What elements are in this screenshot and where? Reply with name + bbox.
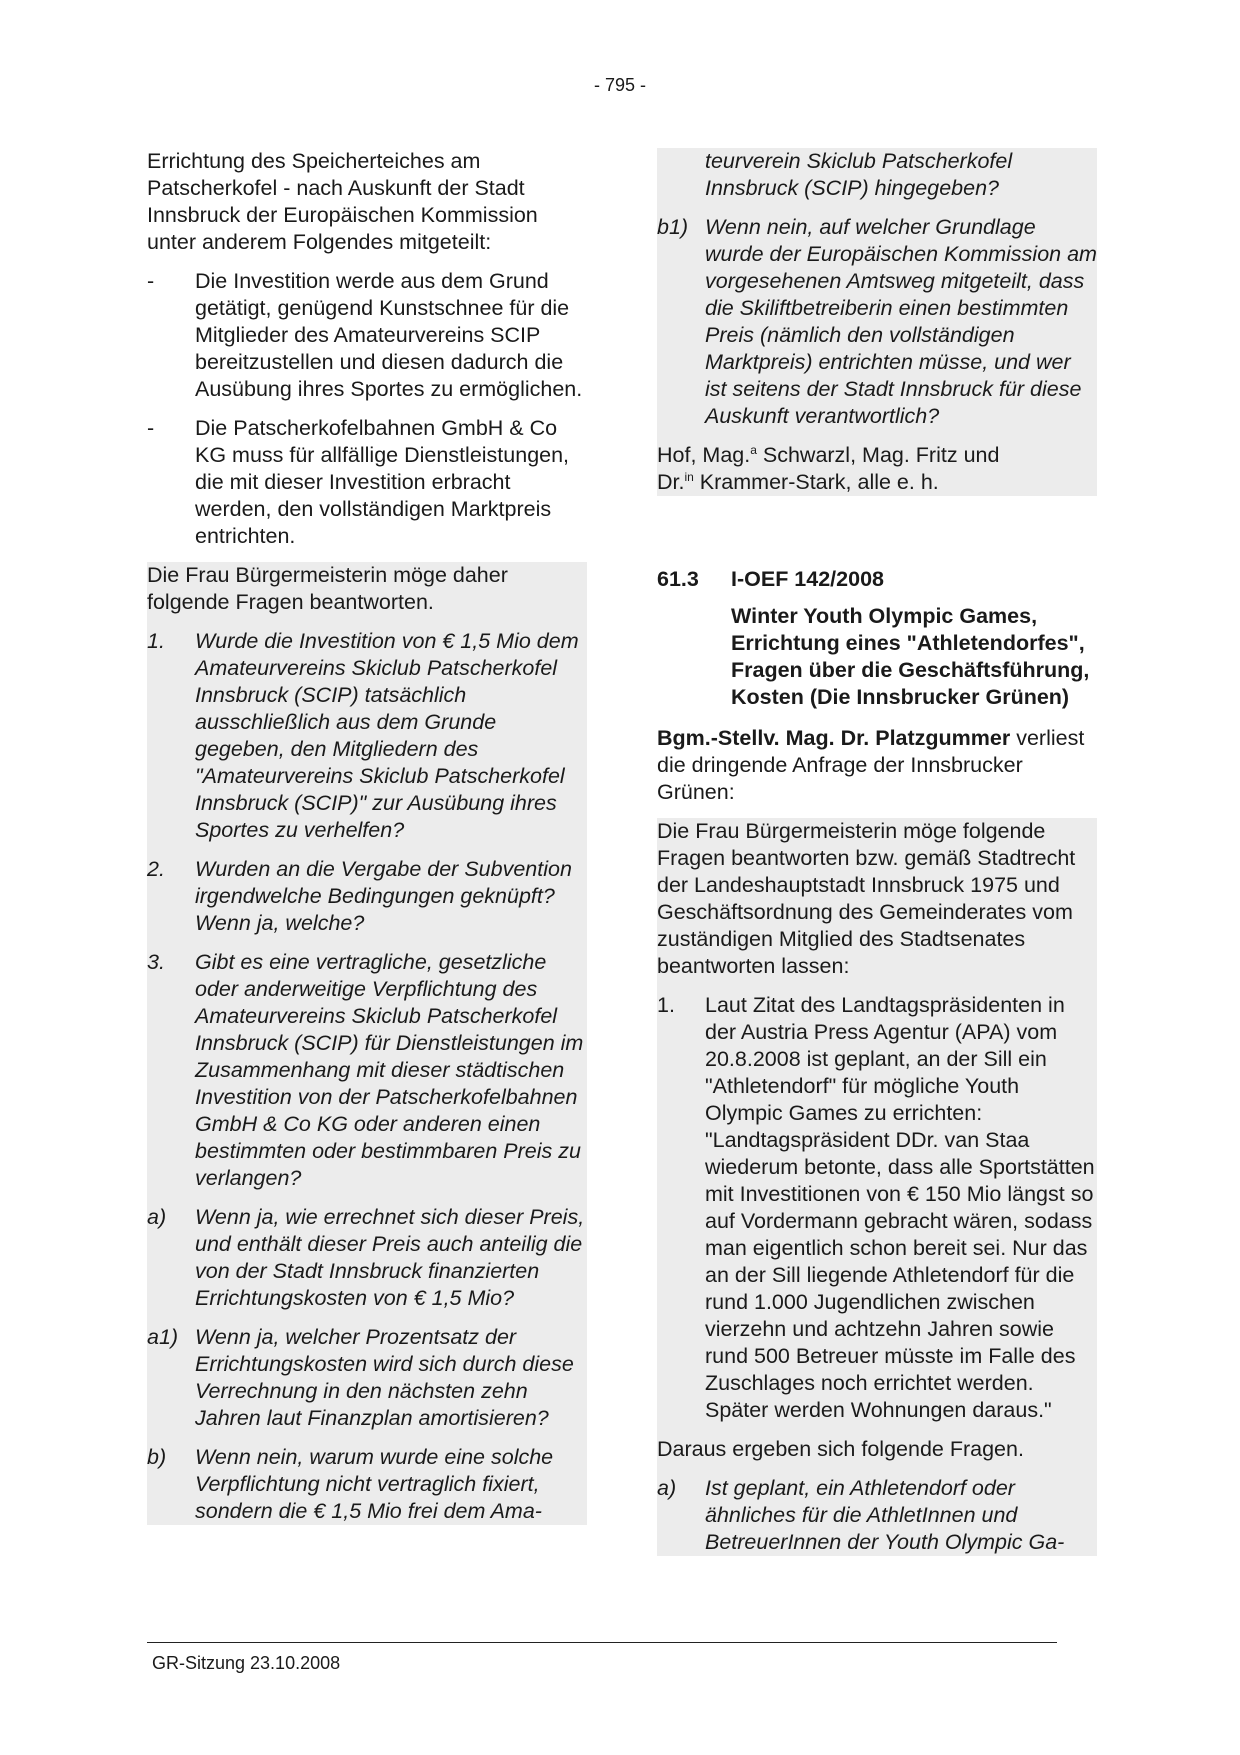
question-item	[147, 1204, 587, 1312]
section-code: I-OEF 142/2008	[731, 567, 884, 591]
question-text: Laut Zitat des Landtagspräsidenten in der Austria Press Agentur (APA) vom 20.8.2008 ist geplant, an der Sill ein "Athletendorf" für mögliche Youth Olympic Games zu errichten: "Landtagspräsident DDr. van Staa wiederum betonte, dass alle Sportstätten mit Investitionen von € 150 Mio längst so auf Vordermann gebracht wären, sodass man eigentlich schon bereit sei. Nur das an der Sill liegende Athletendorf für die rund 1.000 Jugendlichen zwischen vierzehn und achtzehn Jahren sowie rund 500 Betreuer müsste im Falle des Zuschlages noch errichtet werden. Später werden Wohnungen daraus."	[705, 993, 1095, 1422]
section-title: Winter Youth Olympic Games, Errichtung eines "Athletendorfes", Fragen über die Geschäftsführung, Kosten (Die Innsbrucker Grünen)	[731, 604, 1090, 709]
question-text: teurverein Skiclub Patscherkofel Innsbruck (SCIP) hingegeben?	[705, 149, 1013, 200]
question-item	[147, 628, 587, 844]
question-item	[657, 992, 1097, 1424]
question-item	[147, 949, 587, 1192]
list-item	[147, 415, 587, 550]
question-number: 3.	[147, 950, 165, 974]
section-number: 61.3	[657, 567, 699, 591]
question-intro: Die Frau Bürgermeisterin möge folgende Fragen beantworten bzw. gemäß Stadtrecht der Landeshauptstadt Innsbruck 1975 und Geschäftsordnung des Gemeinderates vom zuständigen Mitglied des Stadtsenates beantworten lassen:	[657, 819, 1076, 978]
question-text: Ist geplant, ein Athletendorf oder ähnliches für die AthletInnen und BetreuerInnen der Youth Olympic Ga-	[705, 1476, 1065, 1554]
question-number: a1)	[147, 1325, 179, 1349]
bullet-text: Die Patscherkofelbahnen GmbH & Co KG muss für allfällige Dienstleistungen, die mit dieser Investition erbracht werden, den vollständigen Marktpreis entrichten.	[195, 416, 570, 548]
question-number: 1.	[657, 993, 675, 1017]
speaker-name: Bgm.-Stellv. Mag. Dr. Platzgummer	[657, 726, 1011, 750]
question-item	[147, 1324, 587, 1432]
question-text: Wurden an die Vergabe der Subvention irgendwelche Bedingungen geknüpft? Wenn ja, welche?	[195, 857, 572, 935]
question-item	[657, 148, 1097, 202]
follow-text: Daraus ergeben sich folgende Fragen.	[657, 1437, 1024, 1461]
question-item	[657, 1475, 1097, 1556]
question-item	[147, 1444, 587, 1525]
question-block-continued	[657, 148, 1097, 496]
bullet-mark: -	[147, 269, 155, 293]
question-item	[147, 856, 587, 937]
question-text: Wurde die Investition von € 1,5 Mio dem Amateurvereins Skiclub Patscherkofel Innsbruck (SCIP) tatsächlich ausschließlich aus dem Grunde gegeben, den Mitgliedern des "Amateurvereins Skiclub Patscherkofel Innsbruck (SCIP)" zur Ausübung ihres Sportes zu verhelfen?	[195, 629, 579, 842]
question-number: b1)	[657, 215, 689, 239]
question-number: 2.	[147, 857, 165, 881]
signers: Hof, Mag.$^a$ Schwarzl, Mag. Fritz und Dr.$^{in}$ Krammer-Stark, alle e. h.	[657, 442, 1000, 494]
question-text: Wenn ja, wie errechnet sich dieser Preis, und enthält dieser Preis auch anteilig die von der Stadt Innsbruck finanzierten Errichtungskosten von € 1,5 Mio?	[195, 1205, 585, 1310]
question-number: a)	[147, 1205, 167, 1229]
question-item	[657, 214, 1097, 430]
left-column	[147, 148, 587, 1525]
speaker-paragraph: Bgm.-Stellv. Mag. Dr. Platzgummer verliest die dringende Anfrage der Innsbrucker Grünen:	[657, 726, 1085, 804]
right-column	[657, 148, 1097, 1556]
question-intro: Die Frau Bürgermeisterin möge daher folgende Fragen beantworten.	[147, 563, 508, 614]
question-text: Wenn nein, auf welcher Grundlage wurde der Europäischen Kommission am vorgesehenen Amtsweg mitgeteilt, dass die Skiliftbetreiberin einen bestimmten Preis (nämlich den vollständigen Marktpreis) entrichten müsse, und wer ist seitens der Stadt Innsbruck für diese Auskunft verantwortlich?	[705, 215, 1097, 428]
footer-text: GR-Sitzung 23.10.2008	[152, 1653, 341, 1673]
bullet-mark: -	[147, 416, 155, 440]
question-block	[657, 818, 1097, 1556]
section-heading	[657, 566, 1097, 593]
question-block	[147, 562, 587, 1525]
intro-paragraph: Errichtung des Speicherteiches am Patscherkofel - nach Auskunft der Stadt Innsbruck der Europäischen Kommission unter anderem Folgendes mitgeteilt:	[147, 149, 538, 254]
bullet-text: Die Investition werde aus dem Grund getätigt, genügend Kunstschnee für die Mitglieder des Amateurvereins SCIP bereitzustellen und diesen dadurch die Ausübung ihres Sportes zu ermöglichen.	[195, 269, 583, 401]
footer-divider	[147, 1642, 1057, 1643]
question-text: Gibt es eine vertragliche, gesetzliche oder anderweitige Verpflichtung des Amateurvereins Skiclub Patscherkofel Innsbruck (SCIP) für Dienstleistungen im Zusammenhang mit dieser städtischen Investition von der Patscherkofelbahnen GmbH & Co KG oder anderen einen bestimmten oder bestimmbaren Preis zu verlangen?	[195, 950, 584, 1190]
question-number: a)	[657, 1476, 677, 1500]
question-text: Wenn nein, warum wurde eine solche Verpflichtung nicht vertraglich fixiert, sondern die € 1,5 Mio frei dem Ama-	[195, 1445, 554, 1523]
page-number: - 795 -	[593, 75, 647, 95]
question-text: Wenn ja, welcher Prozentsatz der Errichtungskosten wird sich durch diese Verrechnung in den nächsten zehn Jahren laut Finanzplan amortisieren?	[195, 1325, 574, 1430]
list-item	[147, 268, 587, 403]
question-number: b)	[147, 1445, 167, 1469]
question-number: 1.	[147, 629, 165, 653]
